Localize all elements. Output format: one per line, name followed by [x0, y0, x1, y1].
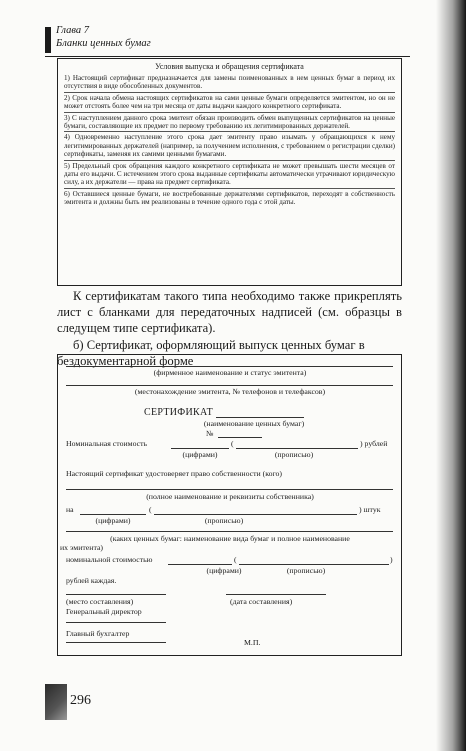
body-paragraph: К сертификатам такого типа необходимо также прикреплять лист с бланками для передаточных надписей (см. образцы в следущем типе сертификата). — [57, 289, 402, 336]
fill-line — [66, 366, 393, 367]
location-caption: (местонахождение эмитента, № телефонов и телефаксов) — [134, 387, 326, 396]
section-heading: б) Сертификат, оформляющий выпуск ценных бумаг в бездокументарной форме — [57, 337, 365, 368]
certificate-word: СЕРТИФИКАТ — [144, 407, 214, 418]
certificate-form — [57, 354, 402, 656]
terms-box — [57, 58, 402, 286]
digits-caption: (цифрами) — [95, 516, 131, 525]
fill-line — [66, 594, 166, 595]
open-paren: ( — [149, 505, 152, 514]
terms-title: Условия выпуска и обращения сертификата — [155, 62, 304, 71]
term-item: 5) Предельный срок обращения каждого конкретного сертификата не может превышать шести месяцев от даты его выдачи. С истечением этого срока выданные сертификаты автоматически утрачивают юридическую силу, а их держатели — права на предмет сертификата. — [64, 161, 395, 187]
rubles-label: ) рублей — [360, 439, 388, 448]
ownership-text: Настоящий сертификат удостоверяет право собственности (кого) — [66, 469, 283, 478]
place-caption: (место составления) — [66, 597, 134, 606]
chapter-marker-bar — [45, 27, 51, 53]
director-label: Генеральный директор — [66, 607, 142, 616]
fill-line — [154, 514, 357, 515]
fill-line — [66, 385, 393, 386]
header-rule — [45, 56, 410, 57]
security-name-caption: (наименование ценных бумаг) — [203, 419, 305, 428]
on-label: на — [66, 505, 74, 514]
open-paren: ( — [234, 555, 237, 564]
fill-line — [218, 437, 262, 438]
accountant-label: Главный бухгалтер — [66, 629, 130, 638]
fill-line — [216, 417, 304, 418]
fill-line — [66, 489, 393, 490]
signature-line — [66, 622, 166, 623]
page-number-marker — [45, 684, 67, 720]
term-item: 6) Оставшиеся ценные бумаги, не востребованные держателями сертификатов, переходят в собственность эмитента и должны быть им реализованы в течение одного года с этой даты. — [64, 189, 395, 207]
open-paren: ( — [231, 439, 234, 448]
words-caption: (прописью) — [274, 450, 314, 459]
owner-caption: (полное наименование и реквизиты собственника) — [146, 492, 314, 501]
close-paren: ) — [390, 555, 393, 564]
fill-line — [168, 564, 232, 565]
words-caption: (прописью) — [286, 566, 326, 575]
seal-mark: М.П. — [244, 638, 261, 647]
fill-line — [236, 448, 358, 449]
fill-line — [80, 514, 146, 515]
pieces-label: ) штук — [359, 505, 381, 514]
fill-line — [239, 564, 389, 565]
fill-line — [66, 531, 393, 532]
digits-caption: (цифрами) — [182, 450, 218, 459]
nominal-label: Номинальная стоимость — [66, 439, 148, 448]
fill-line — [171, 448, 229, 449]
digits-caption: (цифрами) — [206, 566, 242, 575]
security-type-caption-2: их эмитента) — [60, 543, 104, 552]
nominal-each-label: номинальной стоимостью — [66, 555, 153, 564]
signature-line — [66, 642, 166, 643]
rubles-each: рублей каждая. — [66, 576, 117, 585]
term-item: 4) Одновременно наступление этого срока дает эмитенту право изымать у обращающихся к нему легитимированных держателей (например, за получением исполнения, с требованием о регистрации сделки) сертификаты, заменяя их самими ценными бумагами. — [64, 133, 395, 159]
chapter-subtitle: Бланки ценных бумаг — [56, 38, 151, 49]
term-item: 2) Срок начала обмена настоящих сертификатов на сами ценные бумаги определяется эмитентом, но он не может отстоять более чем на три месяца от даты выдачи каждого конкретного сертификата. — [64, 93, 395, 111]
term-item: 3) С наступлением данного срока эмитент обязан производить обмен выпущенных сертификатов на ценные бумаги, составляющие их предмет по первому требованию их легитимированных держателей. — [64, 113, 395, 131]
firm-name-caption: (фирменное наименование и статус эмитента) — [153, 368, 307, 377]
page-number: 296 — [70, 693, 91, 708]
words-caption: (прописью) — [204, 516, 244, 525]
term-item: 1) Настоящий сертификат предназначается для замены поименованных в нем ценных бумаг в период их отсутствия в виде обособленных документов. — [64, 74, 395, 91]
number-sign: № — [206, 429, 214, 438]
running-header — [56, 24, 151, 50]
fill-line — [226, 594, 326, 595]
book-spine-shadow — [436, 0, 466, 751]
date-caption: (дата составления) — [230, 597, 293, 606]
chapter-title: Глава 7 — [56, 25, 89, 36]
security-type-caption: (каких ценных бумаг: наименование вида бумаг и полное наименование — [110, 534, 350, 543]
